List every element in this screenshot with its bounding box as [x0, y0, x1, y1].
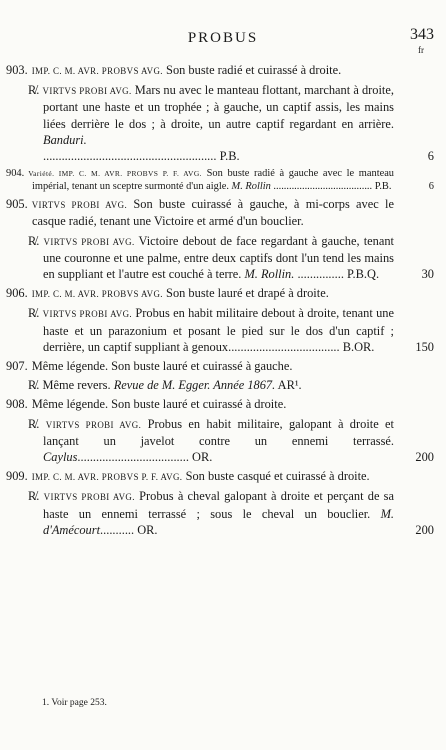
reverse-mark: R̸.	[28, 83, 40, 98]
description: Probus en habit militaire debout à droite, tenant une haste et un parazonium et posant le pied sur le dos d'un captif ; derrière, un captif suppliant à genoux	[43, 306, 394, 354]
description: Mars nu avec le manteau flottant, marchant à droite, portant une haste et un trophée ; à gauche, un captif assis, les mains liées derrière le dos ; à droite, un autre captif regardant en arrière.	[43, 83, 394, 131]
metal-mark: P.B.Q.	[347, 267, 380, 282]
entry-908	[0, 396, 446, 412]
entry-905-reverse: R̸. VIRTVS PROBI AVG. Victoire debout de face regardant à gauche, tenant une couronne et une palme, entre deux captifs dont l'un tend les mains en suppliant et l'autre est couché à terre. M. Rollin. ............... P.B.Q. 30	[28, 233, 434, 282]
reverse-mark: R̸.	[28, 233, 40, 248]
entry-907	[0, 358, 446, 374]
legend: VIRTVS PROBI AVG.	[42, 86, 132, 97]
metal-mark: AR¹.	[277, 378, 302, 393]
footnote: 1. Voir page 253.	[42, 698, 107, 708]
source: M. Rollin	[231, 181, 271, 193]
reverse-mark: R̸.	[28, 416, 40, 431]
metal-mark: P.B.	[219, 149, 240, 164]
legend: VIRTVS PROBI AVG.	[42, 309, 133, 320]
legend: Variété. IMP. C. M. AVR. PROBVS P. F. AVG.	[28, 169, 202, 179]
description: Victoire debout de face regardant à gauche, tenant une couronne et une palme, entre deux captifs dont l'un tend les mains en suppliant et l'autre est couché à terre.	[43, 233, 394, 282]
legend: VIRTVS PROBI AVG.	[45, 419, 142, 430]
description: Son buste casqué et cuirassé à droite.	[185, 469, 370, 484]
legend: VIRTVS PROBI AVG.	[31, 200, 128, 211]
description: Son buste cuirassé à gauche, à mi-corps avec le casque radié, tenant une Victoire et armé d'un bouclier.	[32, 197, 394, 229]
entry-907-reverse	[0, 377, 446, 393]
entry-number: 905.	[6, 197, 28, 212]
entry-number: 909.	[6, 469, 28, 484]
entry-number: 903.	[6, 63, 28, 77]
price: 30	[421, 267, 434, 282]
legend: IMP. C. M. AVR. PROBVS AVG.	[31, 66, 163, 76]
price: 6	[428, 181, 434, 193]
legend: IMP. C. M. AVR. PROBVS P. F. AVG.	[31, 472, 183, 483]
entry-903	[0, 62, 446, 79]
price: 6	[427, 149, 434, 164]
metal-mark: OR.	[137, 522, 158, 537]
entry-number: 906.	[6, 286, 28, 301]
description: Même légende. Son buste lauré et cuirassé à droite.	[31, 397, 287, 412]
source: M. d'Amécourt	[43, 506, 394, 537]
metal-mark: B.OR.	[342, 339, 375, 354]
description: Même revers.	[42, 378, 111, 393]
source: Revue de M. Egger. Année 1867.	[113, 378, 276, 393]
entry-number: 908.	[6, 397, 28, 412]
description: Son buste radié à gauche avec le manteau impérial, tenant un sceptre surmonté d'un aigle.	[32, 168, 394, 193]
page-note: fr	[418, 45, 424, 55]
entry-903-reverse: R̸. VIRTVS PROBI AVG. Mars nu avec le manteau flottant, marchant à droite, portant une haste et un trophée ; à gauche, un captif assis, les mains liées derrière le dos ; à droite, un autre captif regardant en arrière. Banduri. ........................................................ P.B. 6	[28, 83, 434, 164]
legend: VIRTVS PROBI AVG.	[43, 492, 135, 503]
metal-mark: P.B.	[374, 181, 392, 193]
reverse-mark: R̸.	[28, 378, 40, 393]
description: Son buste lauré et drapé à droite.	[166, 286, 329, 301]
source: M. Rollin.	[244, 267, 295, 282]
entry-909-reverse: R̸. VIRTVS PROBI AVG. Probus à cheval galopant à droite et perçant de sa haste un ennemi terrassé ; sous le cheval un bouclier. M. d'Amécourt........... OR. 200	[28, 489, 434, 537]
page-number: 343	[410, 26, 434, 43]
metal-mark: OR.	[192, 450, 213, 465]
legend: IMP. C. M. AVR. PROBVS AVG.	[31, 289, 163, 300]
entry-906	[0, 285, 446, 302]
description: Probus en habit militaire, galopant à droite et lançant un javelot contre un ennemi terrassé.	[43, 416, 394, 448]
source: Caylus	[43, 450, 78, 465]
price: 200	[415, 450, 434, 465]
page-title: PROBUS	[187, 30, 259, 46]
entry-number: 904.	[6, 168, 25, 180]
source: Banduri.	[43, 132, 87, 147]
entry-number: 907.	[6, 359, 28, 374]
reverse-mark: R̸.	[28, 489, 40, 504]
price: 200	[415, 522, 434, 537]
reverse-mark: R̸.	[28, 306, 40, 321]
entry-909	[0, 468, 446, 485]
description: Son buste radié et cuirassé à droite.	[166, 63, 342, 77]
description: Même légende. Son buste lauré et cuirassé à gauche.	[31, 359, 293, 374]
entry-906-reverse: R̸. VIRTVS PROBI AVG. Probus en habit militaire debout à droite, tenant une haste et un parazonium et posant le pied sur le dos d'un captif ; derrière, un captif suppliant à genoux.................................... B.OR. 150	[28, 306, 434, 354]
price: 150	[415, 339, 434, 354]
description: Probus à cheval galopant à droite et perçant de sa haste un ennemi terrassé ; sous le cheval un bouclier.	[43, 489, 395, 521]
entry-905	[0, 196, 446, 229]
entry-904: 904. Variété. IMP. C. M. AVR. PROBVS P. F. AVG. Son buste radié à gauche avec le manteau impérial, tenant un sceptre surmonté d'un aigle. M. Rollin ...................................... P.B. 6	[6, 168, 434, 193]
entry-908-reverse: R̸. VIRTVS PROBI AVG. Probus en habit militaire, galopant à droite et lançant un javelot contre un ennemi terrassé. Caylus.................................... OR. 200	[28, 416, 434, 465]
legend: VIRTVS PROBI AVG.	[43, 236, 135, 247]
entry-list	[0, 62, 446, 541]
